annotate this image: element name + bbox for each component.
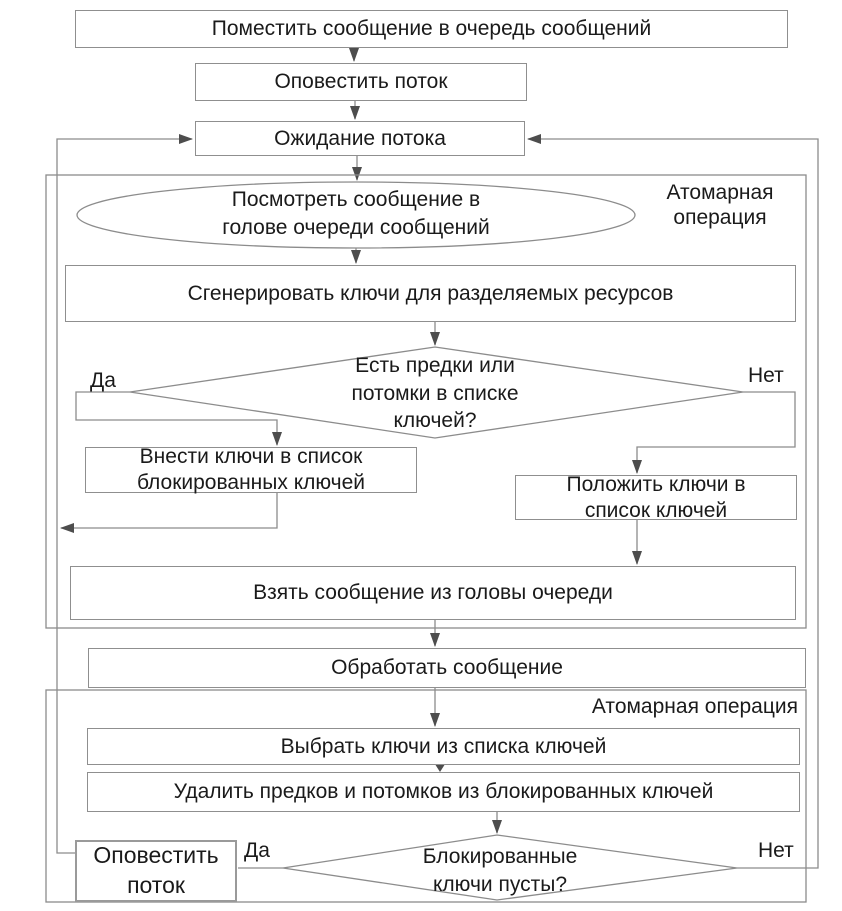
decision1-line-1: Есть предки или — [355, 354, 515, 377]
node-take-message-label: Взять сообщение из головы очереди — [253, 581, 613, 605]
node-wait-thread-label: Ожидание потока — [274, 126, 446, 150]
node-insert-keys — [85, 447, 417, 493]
node-notify-thread-top-label: Оповестить поток — [274, 70, 448, 94]
edge-label-decision1-no: Нет — [748, 364, 784, 387]
decision1-line-2: потомки в списке — [351, 381, 519, 405]
edge-label-decision2-no: Нет — [758, 839, 794, 862]
notify-bottom-line-2: поток — [127, 872, 185, 898]
node-put-message — [75, 10, 788, 48]
edge-label-decision1-yes: Да — [90, 369, 116, 392]
node-wait-thread — [195, 121, 525, 156]
node-put-keys — [515, 472, 797, 522]
peek-line-1: Посмотреть сообщение в — [231, 188, 481, 211]
edge-insert-to-feedback — [61, 493, 277, 528]
node-notify-thread-top — [195, 63, 527, 101]
node-remove-ancestors-label: Удалить предков и потомков из блокированных ключей — [173, 780, 714, 804]
container-atomic-operation-1-label: Атомарная операция — [666, 181, 774, 230]
notify-bottom-line-1: Оповестить — [93, 842, 219, 869]
decision2-line-2: ключи пусты? — [433, 872, 567, 896]
put-keys-line-1: Положить ключи в — [566, 472, 746, 496]
node-decision-blocked-empty-label — [350, 843, 650, 898]
node-decision-ancestors-label — [235, 352, 635, 435]
node-notify-thread-bottom — [75, 840, 237, 902]
insert-keys-line-2: блокированных ключей — [136, 471, 366, 494]
node-select-keys-label: Выбрать ключи из списка ключей — [280, 734, 607, 758]
node-process-message-label: Обработать сообщение — [331, 656, 563, 680]
peek-line-2: голове очереди сообщений — [222, 215, 490, 239]
put-keys-line-2: список ключей — [584, 498, 728, 522]
node-process-message — [88, 648, 806, 688]
decision2-line-1: Блокированные — [422, 845, 578, 868]
edge-label-decision2-yes: Да — [244, 839, 270, 862]
node-generate-keys-label: Сгенерировать ключи для разделяемых ресурсов — [187, 281, 674, 305]
node-take-message — [70, 566, 796, 620]
insert-keys-line-1: Внести ключи в список — [139, 445, 363, 469]
node-select-keys — [87, 728, 800, 765]
node-generate-keys — [65, 265, 796, 322]
container-atomic-operation-2-label: Атомарная операция — [591, 695, 798, 718]
node-put-message-label: Поместить сообщение в очередь сообщений — [211, 17, 652, 41]
node-remove-ancestors — [87, 772, 800, 812]
decision1-line-3: ключей? — [393, 409, 477, 433]
node-peek-message-label — [77, 186, 635, 241]
